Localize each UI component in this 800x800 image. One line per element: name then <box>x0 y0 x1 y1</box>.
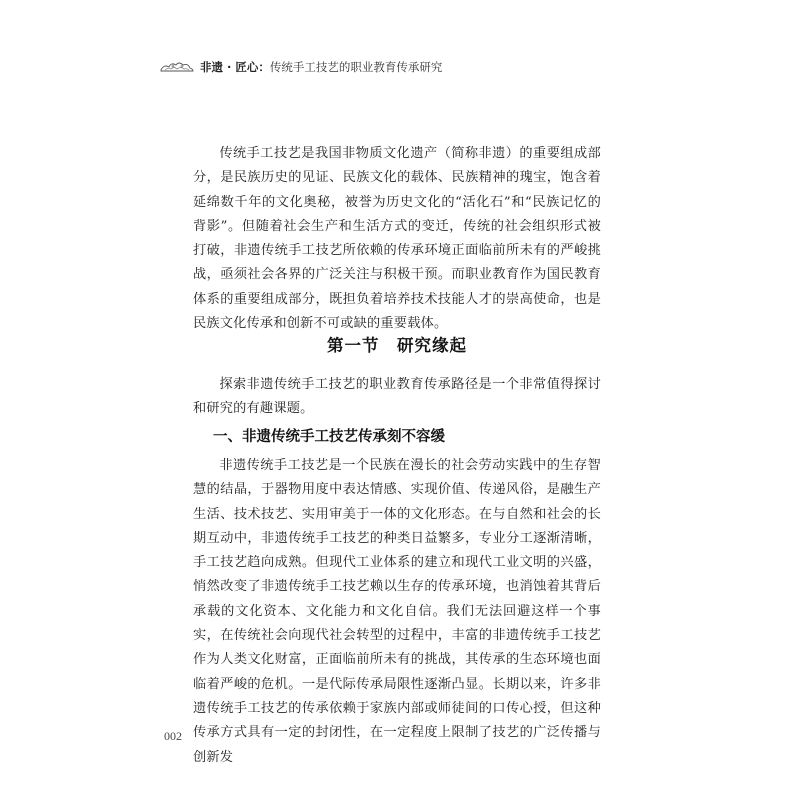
page-number: 002 <box>164 729 182 743</box>
section-heading: 第一节 研究缘起 <box>327 336 467 355</box>
book-subtitle: 传统手工技艺的职业教育传承研究 <box>269 60 443 74</box>
intro-paragraph: 传统手工技艺是我国非物质文化遗产（简称非遗）的重要组成部分，是民族历史的见证、民族文化的载体、民族精神的瑰宝，饱含着延绵数千年的文化奥秘，被誉为历史文化的“活化石”和“民族记忆的背影”。但随着社会生产和生活方式的变迁，传统的社会组织形式被打破，非遗传统手工技艺所依赖的传承环境正面临前所未有的严峻挑战，亟须社会各界的广泛关注与积极干预。而职业教育作为国民教育体系的重要组成部分，既担负着培养技术技能人才的崇高使命，也是民族文化传承和创新不可或缺的重要载体。 <box>193 146 601 332</box>
running-header <box>160 56 442 78</box>
series-title: 非遗 · 匠心： <box>200 60 270 74</box>
subsection-body-paragraph: 非遗传统手工技艺是一个民族在漫长的社会劳动实践中的生存智慧的结晶，于器物用度中表达情感、实现价值、传递风俗，是融生产生活、技术技艺、实用审美于一体的文化形态。在与自然和社会的长期互动中，非遗传统手工技艺的种类日益繁多，专业分工逐渐清晰，手工技艺趋向成熟。但现代工业体系的建立和现代工业文明的兴盛，悄然改变了非遗传统手工技艺赖以生存的传承环境，也消蚀着其背后承载的文化资本、文化能力和文化自信。我们无法回避这样一个事实，在传统社会向现代社会转型的过程中，丰富的非遗传统手工技艺作为人类文化财富，正面临前所未有的挑战，其传承的生态环境也面临着严峻的危机。一是代际传承局限性逐渐凸显。长期以来，许多非遗传统手工技艺的传承依赖于家族内部或师徒间的口传心授，但这种传承方式具有一定的封闭性，在一定程度上限制了技艺的广泛传播与创新发 <box>193 458 601 765</box>
section-intro-paragraph: 探索非遗传统手工技艺的职业教育传承路径是一个非常值得探讨和研究的有趣课题。 <box>193 377 601 417</box>
subsection-heading: 一、非遗传统手工技艺传承刻不容缓 <box>213 429 445 445</box>
cloud-ornament-icon <box>160 60 194 74</box>
